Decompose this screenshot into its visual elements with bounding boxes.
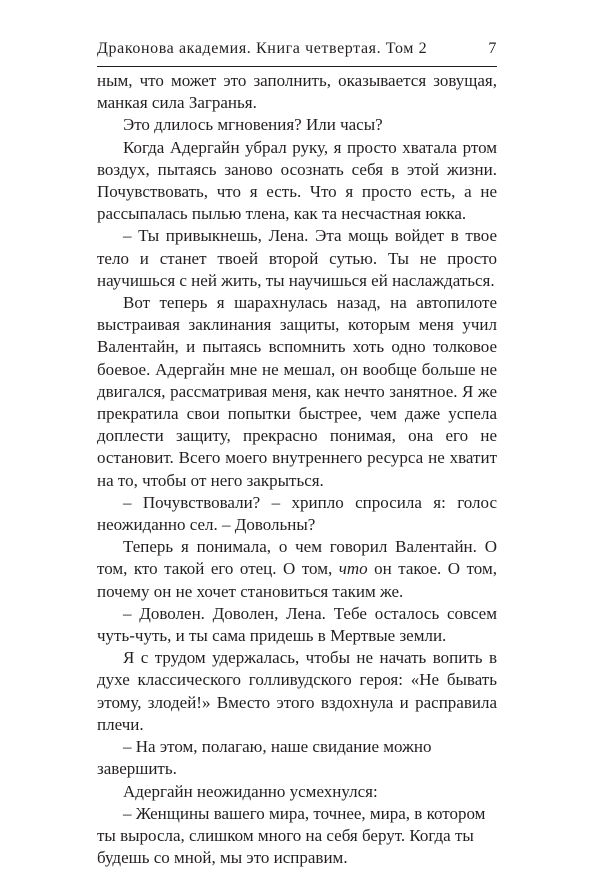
running-header <box>97 37 497 61</box>
paragraph-text: он такое. О том, почему он не хочет становиться таким же. <box>97 559 497 601</box>
paragraph: – Женщины вашего мира, точнее, мира, в котором ты выросла, слишком много на себя берут. Когда ты будешь со мной, мы это исправим. <box>97 803 486 868</box>
page-number: 7 <box>488 40 497 57</box>
paragraph: – Почувствовали? – хрипло спросила я: голос неожиданно сел. – Довольны? <box>97 492 497 535</box>
body-text <box>97 70 497 869</box>
paragraph <box>97 536 497 603</box>
paragraph: – Доволен. Доволен, Лена. Тебе осталось совсем чуть-чуть, и ты сама придешь в Мертвые земли. <box>97 603 497 646</box>
paragraph: Вот теперь я шарахнулась назад, на автопилоте выстраивая заклинания защиты, которым меня учил Валентайн, и пытаясь вспомнить хоть одно толковое боевое. Адергайн мне не мешал, он вообще больше не двигался, рассматривая меня, как нечто занятное. Я же прекратила свои попытки быстрее, чем даже успела доплести защиту, прекрасно понимая, она его не остановит. Всего моего внутреннего ресурса не хватит на то, чтобы от него закрыться. <box>97 293 497 490</box>
header-divider <box>97 66 497 67</box>
paragraph: – На этом, полагаю, наше свидание можно завершить. <box>97 737 432 779</box>
paragraph: Адергайн неожиданно усмехнулся: <box>123 781 378 801</box>
paragraph: – Ты привыкнешь, Лена. Эта мощь войдет в твое тело и станет твоей второй сутью. Ты не просто научишься с ней жить, ты научишься ей наслаждаться. <box>97 226 497 290</box>
paragraph: Когда Адергайн убрал руку, я просто хватала ртом воздух, пытаясь заново осознать себя в этой жизни. Почувствовать, что я есть. Что я просто есть, а не рассыпалась пылью тлена, как та несчастная юкка. <box>97 137 497 224</box>
book-title: Драконова академия. Книга четвертая. Том 2 <box>97 40 428 57</box>
paragraph: Я с трудом удержалась, чтобы не начать вопить в духе классического голливудского героя: «Не бывать этому, злодей!» Вместо этого вздохнула и расправила плечи. <box>97 648 497 734</box>
paragraph: Это длилось мгновения? Или часы? <box>123 115 383 135</box>
paragraph-text: Теперь я понимала, о чем говорил Валентайн. О том, кто такой его отец. О том, <box>97 537 497 579</box>
paragraph: ным, что может это заполнить, оказывается зовущая, манкая сила Загранья. <box>97 71 497 113</box>
emphasis: что <box>338 559 368 579</box>
